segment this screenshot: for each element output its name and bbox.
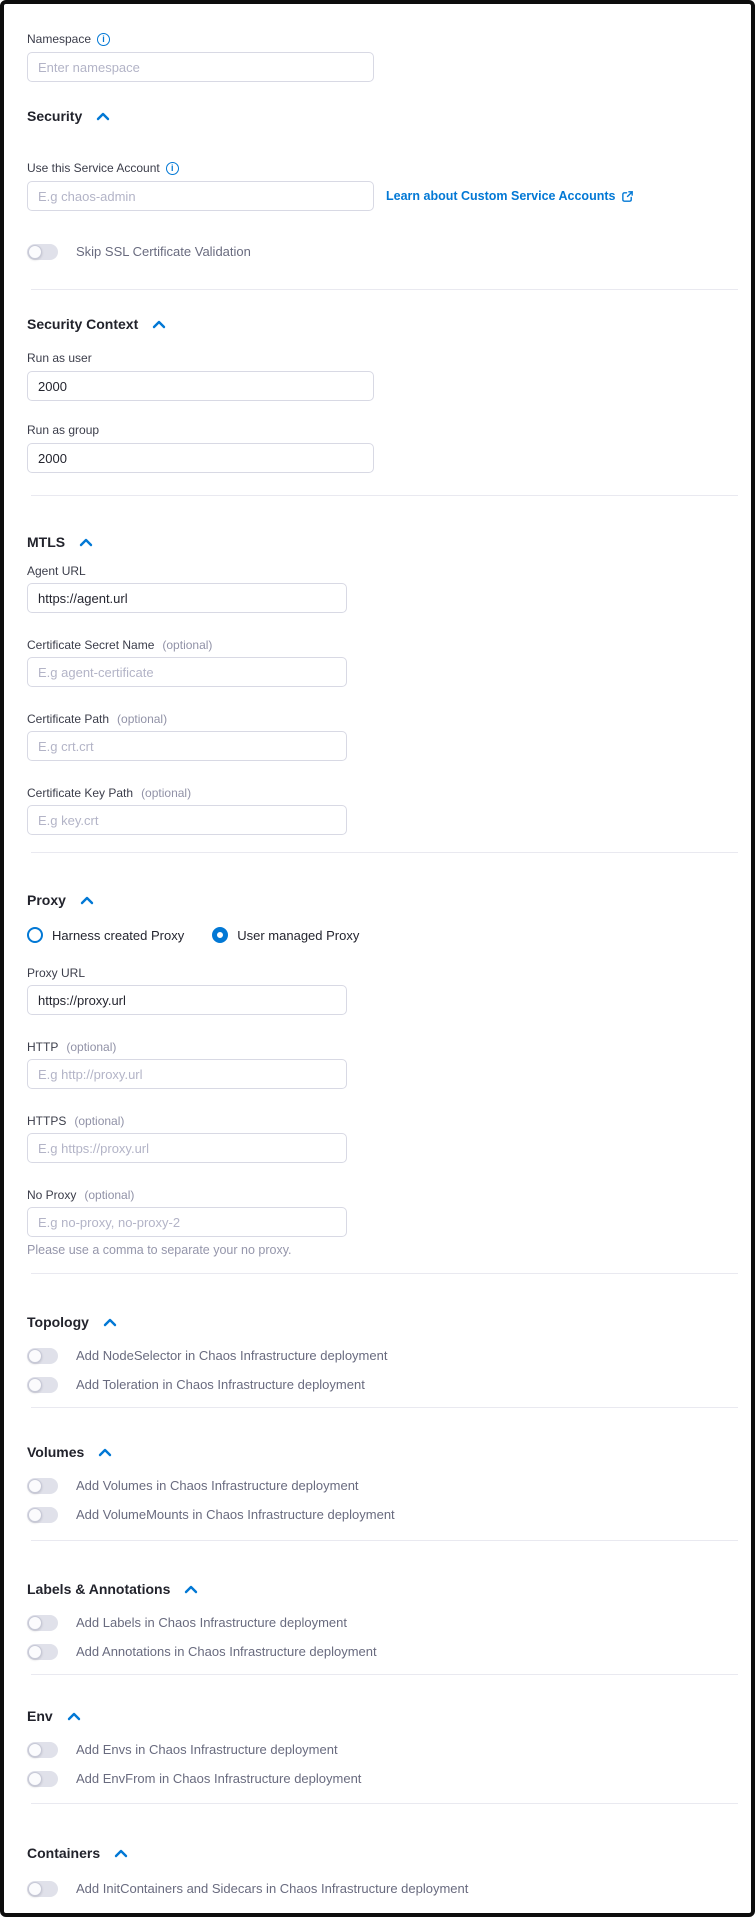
run-as-user-label: Run as user xyxy=(27,351,92,365)
toggle-knob xyxy=(28,1479,42,1493)
cert-path-label: Certificate Path xyxy=(27,712,110,726)
http-label: HTTP xyxy=(27,1040,59,1054)
radio-selected-icon xyxy=(212,927,228,943)
info-icon[interactable]: i xyxy=(97,33,110,46)
section-divider xyxy=(31,495,738,496)
info-icon[interactable]: i xyxy=(166,162,179,175)
containers-section-title: Containers xyxy=(27,1845,101,1861)
external-link-icon xyxy=(621,190,634,203)
annotations-toggle[interactable] xyxy=(27,1644,58,1660)
labels-toggle-label: Add Labels in Chaos Infrastructure deployment xyxy=(76,1615,347,1630)
agent-url-label: Agent URL xyxy=(27,564,86,578)
mtls-section-title: MTLS xyxy=(27,534,66,550)
volume-mounts-toggle[interactable] xyxy=(27,1507,58,1523)
section-divider xyxy=(31,852,738,853)
chevron-up-icon[interactable] xyxy=(96,112,110,121)
security-section-title: Security xyxy=(27,108,83,124)
section-divider xyxy=(31,1407,738,1408)
cert-key-path-input[interactable] xyxy=(27,805,347,835)
cert-key-path-label-row xyxy=(27,786,730,801)
chevron-up-icon[interactable] xyxy=(114,1849,128,1858)
https-label-row xyxy=(27,1114,730,1129)
learn-custom-service-accounts-link[interactable] xyxy=(386,189,634,203)
volumes-section-title: Volumes xyxy=(27,1444,85,1460)
cert-path-input[interactable] xyxy=(27,731,347,761)
env-from-toggle[interactable] xyxy=(27,1771,58,1787)
run-as-group-input[interactable] xyxy=(27,443,374,473)
toleration-toggle[interactable] xyxy=(27,1377,58,1393)
toggle-knob xyxy=(28,1378,42,1392)
chevron-up-icon[interactable] xyxy=(152,320,166,329)
volume-mounts-toggle-label: Add VolumeMounts in Chaos Infrastructure deployment xyxy=(76,1507,395,1522)
service-account-label: Use this Service Account xyxy=(27,161,160,175)
no-proxy-input[interactable] xyxy=(27,1207,347,1237)
toggle-knob xyxy=(28,1349,42,1363)
envs-toggle[interactable] xyxy=(27,1742,58,1758)
optional-tag: (optional) xyxy=(66,1040,117,1054)
radio-icon xyxy=(27,927,43,943)
chevron-up-icon[interactable] xyxy=(184,1585,198,1594)
http-label-row xyxy=(27,1040,730,1055)
namespace-input[interactable] xyxy=(27,52,374,82)
section-divider xyxy=(31,289,738,290)
toggle-knob xyxy=(28,245,42,259)
service-account-label-row xyxy=(27,161,730,176)
chevron-up-icon[interactable] xyxy=(67,1712,81,1721)
run-as-group-label: Run as group xyxy=(27,423,100,437)
toggle-knob xyxy=(28,1508,42,1522)
chevron-up-icon[interactable] xyxy=(98,1448,112,1457)
no-proxy-helper-text: Please use a comma to separate your no proxy. xyxy=(27,1243,292,1257)
security-context-section-title: Security Context xyxy=(27,316,139,332)
env-section-title: Env xyxy=(27,1708,53,1724)
run-as-user-label-row xyxy=(27,351,730,366)
section-divider xyxy=(31,1803,738,1804)
chevron-up-icon[interactable] xyxy=(103,1318,117,1327)
optional-tag: (optional) xyxy=(141,786,192,800)
labels-toggle[interactable] xyxy=(27,1615,58,1631)
toggle-knob xyxy=(28,1645,42,1659)
envs-toggle-label: Add Envs in Chaos Infrastructure deployment xyxy=(76,1742,338,1757)
toggle-knob xyxy=(28,1882,42,1896)
cert-key-path-label: Certificate Key Path xyxy=(27,786,134,800)
topology-section-title: Topology xyxy=(27,1314,89,1330)
cert-path-label-row xyxy=(27,712,730,727)
link-label: Learn about Custom Service Accounts xyxy=(386,189,616,203)
https-label: HTTPS xyxy=(27,1114,67,1128)
section-divider xyxy=(31,1273,738,1274)
section-divider xyxy=(31,1674,738,1675)
run-as-user-input[interactable] xyxy=(27,371,374,401)
radio-harness-label: Harness created Proxy xyxy=(52,927,185,943)
init-containers-toggle-label: Add InitContainers and Sidecars in Chaos Infrastructure deployment xyxy=(76,1881,469,1896)
radio-harness-created-proxy[interactable] xyxy=(27,927,184,943)
cert-secret-label-row xyxy=(27,638,730,653)
node-selector-toggle[interactable] xyxy=(27,1348,58,1364)
optional-tag: (optional) xyxy=(84,1188,135,1202)
agent-url-input[interactable] xyxy=(27,583,347,613)
https-proxy-input[interactable] xyxy=(27,1133,347,1163)
toleration-toggle-label: Add Toleration in Chaos Infrastructure deployment xyxy=(76,1377,365,1392)
node-selector-toggle-label: Add NodeSelector in Chaos Infrastructure deployment xyxy=(76,1348,388,1363)
http-proxy-input[interactable] xyxy=(27,1059,347,1089)
run-as-group-label-row xyxy=(27,423,730,438)
skip-ssl-toggle-label: Skip SSL Certificate Validation xyxy=(76,244,251,259)
no-proxy-label-row xyxy=(27,1188,730,1203)
proxy-url-input[interactable] xyxy=(27,985,347,1015)
agent-url-label-row xyxy=(27,564,730,579)
env-from-toggle-label: Add EnvFrom in Chaos Infrastructure deployment xyxy=(76,1771,362,1786)
chevron-up-icon[interactable] xyxy=(79,538,93,547)
cert-secret-label: Certificate Secret Name xyxy=(27,638,155,652)
proxy-section-title: Proxy xyxy=(27,892,66,908)
cert-secret-input[interactable] xyxy=(27,657,347,687)
radio-user-managed-proxy[interactable] xyxy=(212,927,359,943)
optional-tag: (optional) xyxy=(117,712,168,726)
toggle-knob xyxy=(28,1772,42,1786)
init-containers-toggle[interactable] xyxy=(27,1881,58,1897)
proxy-url-label-row xyxy=(27,966,730,981)
annotations-toggle-label: Add Annotations in Chaos Infrastructure deployment xyxy=(76,1644,377,1659)
namespace-label-row xyxy=(27,32,730,47)
no-proxy-label: No Proxy xyxy=(27,1188,77,1202)
optional-tag: (optional) xyxy=(162,638,213,652)
skip-ssl-toggle[interactable] xyxy=(27,244,58,260)
toggle-knob xyxy=(28,1616,42,1630)
labels-annotations-section-title: Labels & Annotations xyxy=(27,1581,171,1597)
service-account-input[interactable] xyxy=(27,181,374,211)
optional-tag: (optional) xyxy=(74,1114,125,1128)
section-divider xyxy=(31,1540,738,1541)
toggle-knob xyxy=(28,1743,42,1757)
volumes-toggle-label: Add Volumes in Chaos Infrastructure deployment xyxy=(76,1478,359,1493)
namespace-label: Namespace xyxy=(27,32,92,46)
radio-user-label: User managed Proxy xyxy=(237,927,360,943)
chevron-up-icon[interactable] xyxy=(80,896,94,905)
proxy-url-label: Proxy URL xyxy=(27,966,86,980)
volumes-toggle[interactable] xyxy=(27,1478,58,1494)
